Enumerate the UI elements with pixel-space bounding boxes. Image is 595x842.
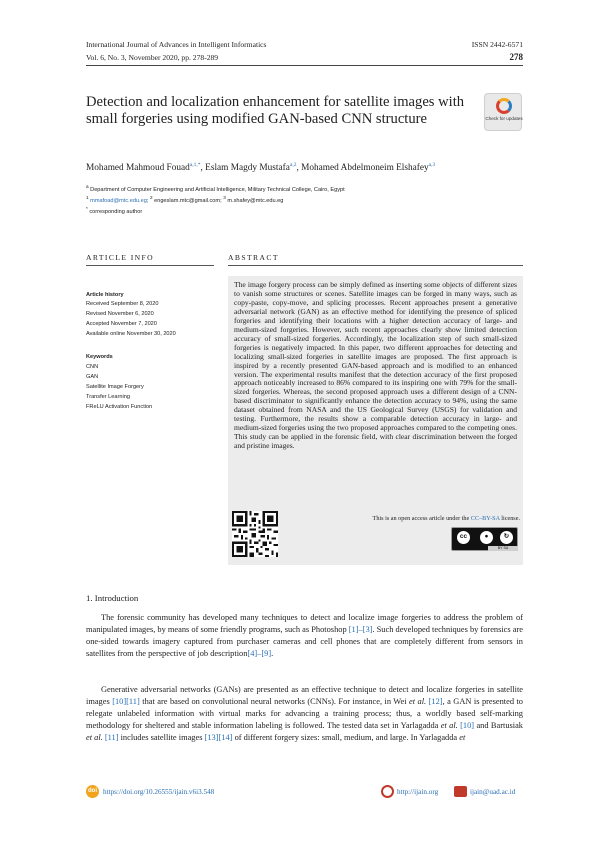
affiliation bbox=[86, 184, 345, 193]
oa-prefix: This is an open access article under the bbox=[372, 515, 471, 522]
web-icon bbox=[381, 785, 394, 798]
badge-circle bbox=[496, 98, 512, 114]
keyword: FReLU Activation Function bbox=[86, 404, 153, 410]
citation-link[interactable]: [11] bbox=[104, 733, 119, 742]
doi-link[interactable]: https://doi.org/10.26555/ijain.v6i3.548 bbox=[103, 788, 215, 796]
author-sep: , bbox=[200, 163, 206, 174]
email-sup: 2 bbox=[149, 195, 153, 200]
check-for-updates-icon[interactable] bbox=[484, 93, 522, 131]
citation-link[interactable]: [10][11] bbox=[112, 697, 140, 706]
affil-sup: a bbox=[86, 184, 89, 189]
section-heading: 1. Introduction bbox=[86, 593, 139, 603]
abstract-box bbox=[228, 276, 523, 565]
citation-link[interactable]: [12] bbox=[428, 697, 443, 706]
abstract-text: The image forgery process can be simply defined as inserting some objects of different sizes to vanish some structures or scenes. Satellite images can be forged in many ways, such as copy-paste, copy-move, and splicing processes. Recent approaches present a generative adversarial network (GAN) as an effective method for identifying the presence of spliced forgeries and identifying their locations with a higher detection accuracy of large- and medium-sized forgeries. However, such recent approaches clearly show limited detection accuracy of small-sized forgeries. Accordingly, the localization step of such small-sized forgeries is negatively impacted. In this paper, two different approaches for detecting and localizing small-sized forgeries in satellite images are proposed. The first approach is inspired by a recently presented GAN-based approach and is modified to an enhanced version. The experimental results manifest that the detection accuracy of the first proposed approach noticeably increased to 86% compared to its inspiring one with 79% for the small-sized forgeries. Whereas, the second proposed approach uses a different design of a CNN-based discriminator to significantly enhance the detection accuracy to 94%, using the same dataset obtained from NASA and the US Geological Survey (USGS) for validation and testing. Furthermore, the results show a comparable detection accuracy in large- and medium-sized forgeries using the two proposed approaches compared to the competing ones. This study can be applied in the forensic field, with clear discrimination between the forged and pristine images. bbox=[234, 280, 517, 451]
email-sup: 3 bbox=[223, 195, 226, 200]
citation-link[interactable]: [1]–[3] bbox=[348, 625, 373, 634]
mail-icon bbox=[454, 786, 467, 797]
keyword: GAN bbox=[86, 374, 99, 380]
corresponding-text: corresponding author bbox=[89, 208, 143, 215]
journal-name: International Journal of Advances in Intelligent Informatics bbox=[86, 40, 267, 49]
email-sup: 1 bbox=[86, 195, 89, 200]
oa-suffix: license. bbox=[499, 515, 520, 522]
emphasis: et al. bbox=[440, 721, 458, 730]
issn: ISSN 2442-6571 bbox=[471, 40, 523, 49]
text-run: . Such developed techniques by forensics are one-sided towards imagery captured from purchaser cameras and cell phones that are completely different from sensors in satellites from the perspective of job description bbox=[86, 625, 523, 658]
author-name: Mohamed Abdelmoneim Elshafey bbox=[301, 163, 429, 174]
author-emails: $^1$ mmafoad@mtc.edu.eg; $^2$ engeslam.mtc@gmail.com; $^3$ m.shafey@mtc.edu.eg bbox=[86, 195, 284, 204]
text-run: , a GAN is presented to relegate unlabeled information with virtual marks for advancing a training process; thus, a worldly based self-marking methodology for sheltered and stable information labeling is followed. The tested data set in Yarlagadda bbox=[86, 697, 523, 730]
doi-icon: doi bbox=[86, 785, 99, 798]
volume-info: Vol. 6, No. 3, November 2020, pp. 278-289 bbox=[86, 53, 219, 62]
cc-by-sa-icon[interactable] bbox=[451, 527, 518, 551]
open-access-note bbox=[320, 515, 520, 522]
text-run: includes satellite images bbox=[118, 733, 205, 742]
keyword: Satellite Image Forgery bbox=[86, 384, 144, 390]
keywords-title: Keywords bbox=[86, 354, 113, 360]
cc-icon: cc bbox=[456, 530, 471, 545]
text-run: . bbox=[271, 649, 274, 658]
article-info-rule bbox=[86, 265, 214, 266]
intro-paragraph-1 bbox=[86, 612, 523, 660]
abstract-heading: ABSTRACT bbox=[228, 253, 279, 262]
corresponding-note bbox=[86, 206, 142, 215]
paper-title: Detection and localization enhancement for satellite images with small forgeries using modified GAN-based CNN structure bbox=[86, 94, 465, 127]
email-link[interactable]: mmafoad@mtc.edu.eg bbox=[90, 197, 147, 204]
author-name: Mohamed Mahmoud Fouad bbox=[86, 163, 190, 174]
email-text: engeslam.mtc@gmail.com bbox=[154, 197, 221, 204]
journal-email-link[interactable]: ijain@uad.ac.id bbox=[470, 788, 516, 796]
qr-code-icon[interactable] bbox=[232, 511, 278, 557]
history-item: Available online November 30, 2020 bbox=[86, 331, 176, 337]
history-item: Received September 8, 2020 bbox=[86, 301, 159, 307]
history-title: Article history bbox=[86, 292, 124, 298]
text-run: of different forgery sizes: small, medium, and large. In Yarlagadda bbox=[232, 733, 460, 742]
emphasis: et al. bbox=[86, 733, 103, 742]
history-item: Accepted November 7, 2020 bbox=[86, 321, 157, 327]
author-sep: , bbox=[296, 163, 302, 174]
citation-link[interactable]: [10] bbox=[460, 721, 475, 730]
text-run: The forensic community has developed many techniques to detect and localize image forgeries to address the problem of manipulated images, by means of some friendly programs, such as Photoshop bbox=[86, 613, 523, 634]
by-icon: ● bbox=[479, 530, 494, 545]
keyword: CNN bbox=[86, 364, 99, 370]
keyword: Transfer Learning bbox=[86, 394, 130, 400]
author-sup: a,1,* bbox=[189, 162, 201, 168]
cc-label: BY SA bbox=[488, 546, 518, 551]
email-text: m.shafey@mtc.edu.eg bbox=[227, 197, 284, 204]
header-rule bbox=[86, 65, 523, 66]
emphasis: et al. bbox=[409, 697, 427, 706]
author-sup: a,2 bbox=[289, 162, 297, 168]
article-info-heading: ARTICLE INFO bbox=[86, 253, 155, 262]
author-sup: a,3 bbox=[428, 162, 436, 168]
journal-url-link[interactable]: http://ijain.org bbox=[397, 788, 439, 796]
corresponding-sup: * bbox=[86, 206, 88, 211]
citation-link[interactable]: [4]–[9] bbox=[247, 649, 272, 658]
author-list bbox=[86, 162, 523, 173]
citation-link[interactable]: [13][14] bbox=[204, 733, 233, 742]
text-run: that are based on convolutional neural networks (CNNs). For instance, in Wei bbox=[139, 697, 410, 706]
intro-paragraph-2 bbox=[86, 684, 523, 744]
history-item: Revised November 6, 2020 bbox=[86, 311, 154, 317]
text-run: Generative adversarial networks (GANs) are presented as an effective technique to detect and localize forgeries in satellite images bbox=[86, 685, 523, 706]
license-link[interactable]: CC–BY-SA bbox=[470, 515, 500, 522]
sa-icon: ↻ bbox=[499, 530, 514, 545]
author-name: Eslam Magdy Mustafa bbox=[205, 163, 290, 174]
abstract-rule bbox=[228, 265, 523, 266]
emphasis: et bbox=[459, 733, 466, 742]
text-run: and Bartusiak bbox=[474, 721, 523, 730]
affil-dept: Department of Computer Engineering and Artificial Intelligence, Military Technical College, Cairo, Egypt bbox=[90, 186, 345, 193]
page-number: 278 bbox=[509, 52, 523, 62]
badge-text: Check for updates bbox=[485, 116, 523, 121]
